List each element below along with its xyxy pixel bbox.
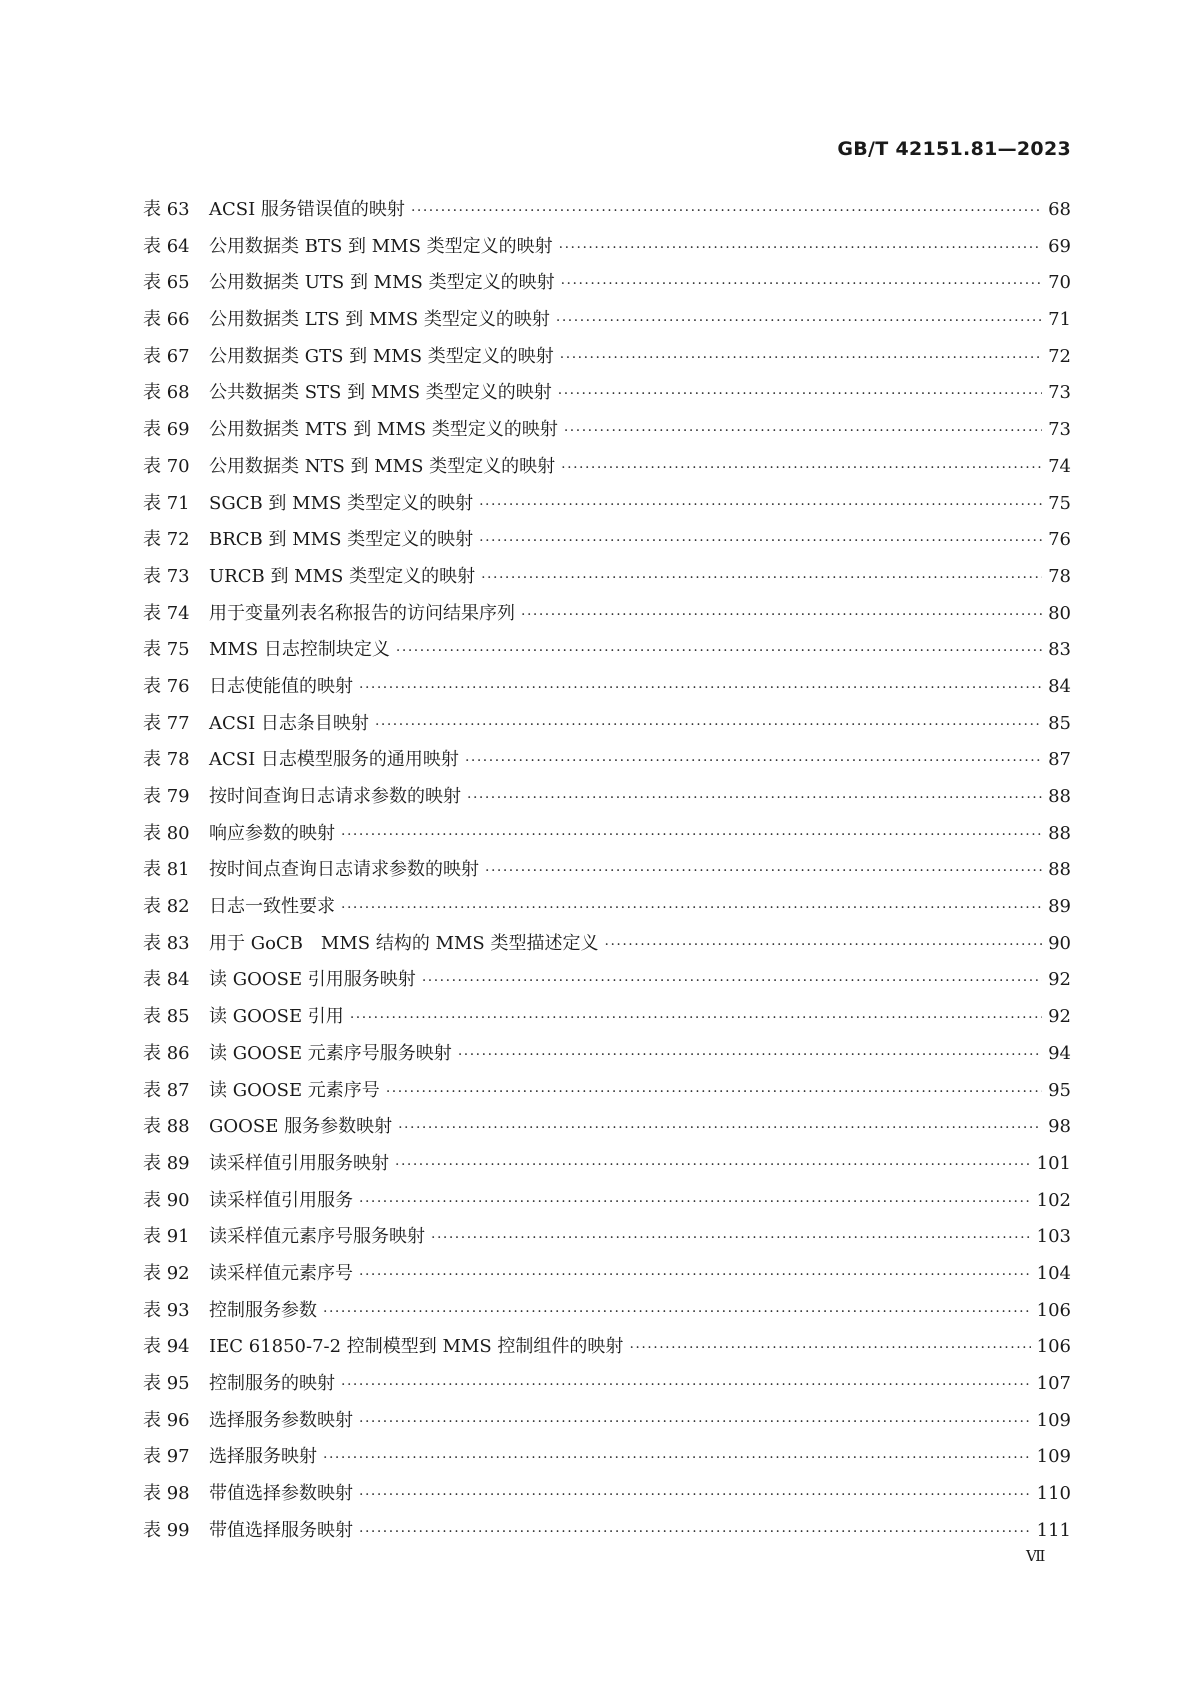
dot-leader: [629, 1330, 1030, 1367]
toc-table-label: 表 65: [143, 272, 190, 294]
dot-leader: [359, 670, 1042, 707]
toc-page-number: 72: [1048, 345, 1071, 367]
toc-table-title: 读采样值引用服务: [209, 1189, 353, 1211]
dot-leader: [559, 230, 1042, 267]
toc-page-number: 88: [1048, 822, 1071, 844]
dot-leader: [431, 1220, 1031, 1257]
toc-table-title: 公用数据类 LTS 到 MMS 类型定义的映射: [209, 309, 550, 331]
page-number: Ⅶ: [1026, 1547, 1046, 1565]
toc-table-label: 表 80: [143, 822, 190, 844]
toc-table-label: 表 70: [143, 455, 190, 477]
toc-page-number: 89: [1048, 896, 1071, 918]
toc-entry[interactable]: [143, 412, 1071, 449]
toc-entry[interactable]: [143, 999, 1071, 1036]
toc-page-number: 109: [1036, 1446, 1071, 1468]
toc-table-title: 读 GOOSE 元素序号: [209, 1079, 380, 1101]
toc-entry[interactable]: [143, 1183, 1071, 1220]
dot-leader: [458, 1037, 1042, 1074]
toc-page-number: 70: [1048, 272, 1071, 294]
toc-table-label: 表 81: [143, 859, 190, 881]
dot-leader: [467, 780, 1042, 817]
toc-table-label: 表 82: [143, 896, 190, 918]
toc-entry[interactable]: [143, 1256, 1071, 1293]
toc-table-label: 表 88: [143, 1116, 190, 1138]
toc-entry[interactable]: [143, 559, 1071, 596]
toc-entry[interactable]: [143, 375, 1071, 412]
dot-leader: [479, 523, 1042, 560]
toc-entry[interactable]: [143, 1439, 1071, 1476]
toc-page-number: 107: [1036, 1373, 1071, 1394]
toc-entry[interactable]: [143, 852, 1071, 889]
dot-leader: [605, 927, 1043, 964]
toc-table-title: 公用数据类 BTS 到 MMS 类型定义的映射: [209, 235, 553, 257]
toc-table-title: GOOSE 服务参数映射: [209, 1116, 393, 1138]
toc-entry[interactable]: [143, 1073, 1071, 1110]
document-id: GB/T 42151.81—2023: [837, 138, 1071, 160]
toc-entry[interactable]: [143, 339, 1071, 376]
toc-page-number: 87: [1048, 749, 1071, 771]
toc-entry[interactable]: [143, 1036, 1071, 1073]
toc-page-number: 106: [1036, 1336, 1071, 1358]
toc-table-title: IEC 61850-7-2 控制模型到 MMS 控制组件的映射: [209, 1336, 624, 1358]
toc-entry[interactable]: [143, 926, 1071, 963]
toc-page-number: 76: [1048, 529, 1071, 551]
toc-table-title: 选择服务映射: [209, 1446, 317, 1468]
toc-table-label: 表 93: [143, 1299, 190, 1321]
toc-table-label: 表 92: [143, 1262, 190, 1284]
toc-page-number: 92: [1048, 1006, 1071, 1028]
toc-table-title: 用于变量列表名称报告的访问结果序列: [209, 602, 515, 624]
toc-table-title: MMS 日志控制块定义: [209, 639, 390, 661]
dot-leader: [422, 963, 1042, 1000]
toc-table-title: ACSI 日志模型服务的通用映射: [209, 749, 459, 771]
dot-leader: [323, 1294, 1031, 1331]
dot-leader: [558, 376, 1042, 413]
toc-table-label: 表 99: [143, 1519, 190, 1541]
toc-entry[interactable]: [143, 779, 1071, 816]
toc-table-label: 表 87: [143, 1079, 190, 1101]
dot-leader: [359, 1257, 1031, 1294]
toc-entry[interactable]: [143, 1366, 1071, 1403]
toc-table-label: 表 83: [143, 932, 190, 954]
toc-page-number: 68: [1048, 199, 1071, 220]
dot-leader: [398, 1110, 1042, 1147]
toc-table-label: 表 64: [143, 235, 190, 257]
toc-page-number: 104: [1036, 1262, 1071, 1284]
dot-leader: [359, 1184, 1031, 1221]
toc-table-title: 日志使能值的映射: [209, 675, 353, 697]
dot-leader: [341, 817, 1042, 854]
dot-leader: [350, 1000, 1042, 1037]
toc-table-label: 表 79: [143, 786, 190, 807]
toc-page-number: 111: [1036, 1519, 1071, 1541]
dot-leader: [359, 1404, 1031, 1441]
toc-table-label: 表 68: [143, 382, 190, 404]
toc-table-label: 表 77: [143, 712, 190, 734]
toc-page-number: 74: [1048, 455, 1071, 477]
toc-page-number: 109: [1036, 1409, 1071, 1431]
toc-entry[interactable]: [143, 1329, 1071, 1366]
toc-table-title: 公共数据类 STS 到 MMS 类型定义的映射: [209, 382, 552, 404]
toc-page-number: 78: [1048, 565, 1071, 587]
toc-table-label: 表 89: [143, 1152, 190, 1174]
toc-table-label: 表 97: [143, 1446, 190, 1468]
toc-table-label: 表 96: [143, 1409, 190, 1431]
toc-table-title: ACSI 服务错误值的映射: [209, 199, 405, 220]
toc-table-title: 读采样值元素序号: [209, 1262, 353, 1284]
toc-table-label: 表 85: [143, 1006, 190, 1028]
toc-table-label: 表 63: [143, 199, 190, 220]
toc-table-label: 表 94: [143, 1336, 190, 1358]
toc-page-number: 84: [1048, 675, 1071, 697]
toc-page-number: 73: [1048, 419, 1071, 441]
toc-table-title: 用于 GoCB MMS 结构的 MMS 类型描述定义: [209, 932, 599, 954]
toc-page-number: 71: [1048, 309, 1071, 331]
toc-table-label: 表 67: [143, 345, 190, 367]
toc-table-title: 日志一致性要求: [209, 896, 335, 918]
dot-leader: [560, 340, 1042, 377]
toc-table-title: 读 GOOSE 引用: [209, 1006, 344, 1028]
toc-table-label: 表 86: [143, 1042, 190, 1064]
toc-entry[interactable]: [143, 1513, 1071, 1550]
toc-page-number: 85: [1048, 712, 1071, 734]
toc-page-number: 69: [1048, 235, 1071, 257]
toc-table-title: 按时间查询日志请求参数的映射: [209, 786, 461, 807]
toc-entry[interactable]: [143, 1293, 1071, 1330]
toc-table-label: 表 90: [143, 1189, 190, 1211]
toc-table-title: 带值选择参数映射: [209, 1483, 353, 1505]
toc-entry[interactable]: [143, 632, 1071, 669]
dot-leader: [359, 1514, 1031, 1551]
toc-table-label: 表 78: [143, 749, 190, 771]
dot-leader: [396, 633, 1042, 670]
toc-entry[interactable]: [143, 962, 1071, 999]
toc-table-title: BRCB 到 MMS 类型定义的映射: [209, 529, 474, 551]
toc-page-number: 92: [1048, 969, 1071, 991]
dot-leader: [341, 890, 1042, 927]
toc-entry[interactable]: [143, 229, 1071, 266]
toc-entry[interactable]: [143, 1476, 1071, 1513]
toc-table-title: 读采样值元素序号服务映射: [209, 1226, 425, 1248]
toc-table-label: 表 74: [143, 602, 190, 624]
toc-entry[interactable]: [143, 449, 1071, 486]
dot-leader: [479, 487, 1042, 524]
dot-leader: [564, 413, 1042, 450]
toc-table-title: 控制服务的映射: [209, 1373, 335, 1394]
dot-leader: [465, 743, 1042, 780]
dot-leader: [386, 1074, 1042, 1111]
toc-page-number: 95: [1048, 1079, 1071, 1101]
toc-entry[interactable]: [143, 742, 1071, 779]
toc-page-number: 88: [1048, 786, 1071, 807]
toc-entry[interactable]: [143, 522, 1071, 559]
toc-page-number: 75: [1048, 492, 1071, 514]
toc-table-label: 表 91: [143, 1226, 190, 1248]
toc-page-number: 80: [1048, 602, 1071, 624]
toc-entry[interactable]: [143, 706, 1071, 743]
dot-leader: [481, 560, 1042, 597]
dot-leader: [556, 303, 1042, 340]
toc-entry[interactable]: [143, 1219, 1071, 1256]
toc-table-label: 表 75: [143, 639, 190, 661]
dot-leader: [341, 1367, 1031, 1404]
toc-table-title: 选择服务参数映射: [209, 1409, 353, 1431]
toc-table-title: 读 GOOSE 引用服务映射: [209, 969, 416, 991]
dot-leader: [323, 1440, 1031, 1477]
toc-entry[interactable]: [143, 1403, 1071, 1440]
toc-page-number: 90: [1048, 932, 1071, 954]
dot-leader: [359, 1477, 1031, 1514]
toc-page-number: 73: [1048, 382, 1071, 404]
toc-entry[interactable]: [143, 669, 1071, 706]
table-list: [143, 192, 1071, 1549]
toc-table-title: 公用数据类 MTS 到 MMS 类型定义的映射: [209, 419, 558, 441]
dot-leader: [411, 193, 1042, 230]
dot-leader: [521, 597, 1042, 634]
toc-table-title: SGCB 到 MMS 类型定义的映射: [209, 492, 474, 514]
toc-page-number: 94: [1048, 1042, 1071, 1064]
toc-table-title: URCB 到 MMS 类型定义的映射: [209, 565, 476, 587]
toc-page-number: 101: [1036, 1152, 1071, 1174]
toc-table-title: 公用数据类 NTS 到 MMS 类型定义的映射: [209, 455, 556, 477]
dot-leader: [561, 450, 1042, 487]
toc-table-title: 按时间点查询日志请求参数的映射: [209, 859, 479, 881]
toc-page-number: 83: [1048, 639, 1071, 661]
toc-table-label: 表 72: [143, 529, 190, 551]
toc-entry[interactable]: [143, 816, 1071, 853]
toc-page-number: 102: [1036, 1189, 1071, 1211]
toc-table-label: 表 95: [143, 1373, 190, 1394]
toc-table-title: 读采样值引用服务映射: [209, 1152, 389, 1174]
toc-table-label: 表 71: [143, 492, 190, 514]
toc-table-label: 表 73: [143, 565, 190, 587]
toc-entry[interactable]: [143, 889, 1071, 926]
toc-page-number: 98: [1048, 1116, 1071, 1138]
toc-table-label: 表 98: [143, 1483, 190, 1505]
toc-table-label: 表 84: [143, 969, 190, 991]
toc-table-title: 控制服务参数: [209, 1299, 317, 1321]
toc-page-number: 88: [1048, 859, 1071, 881]
toc-table-label: 表 66: [143, 309, 190, 331]
toc-entry[interactable]: [143, 1109, 1071, 1146]
toc-table-title: 响应参数的映射: [209, 822, 335, 844]
dot-leader: [375, 707, 1042, 744]
dot-leader: [561, 266, 1043, 303]
toc-table-label: 表 69: [143, 419, 190, 441]
toc-entry[interactable]: [143, 192, 1071, 229]
toc-entry[interactable]: [143, 265, 1071, 302]
dot-leader: [395, 1147, 1031, 1184]
toc-page-number: 110: [1036, 1483, 1071, 1505]
toc-table-title: 读 GOOSE 元素序号服务映射: [209, 1042, 452, 1064]
toc-entry[interactable]: [143, 1146, 1071, 1183]
toc-entry[interactable]: [143, 486, 1071, 523]
toc-table-title: 公用数据类 GTS 到 MMS 类型定义的映射: [209, 345, 554, 367]
toc-entry[interactable]: [143, 302, 1071, 339]
toc-page-number: 103: [1036, 1226, 1071, 1248]
toc-table-title: ACSI 日志条目映射: [209, 712, 369, 734]
toc-table-title: 带值选择服务映射: [209, 1519, 353, 1541]
dot-leader: [485, 853, 1042, 890]
toc-table-title: 公用数据类 UTS 到 MMS 类型定义的映射: [209, 272, 555, 294]
toc-entry[interactable]: [143, 596, 1071, 633]
toc-table-label: 表 76: [143, 675, 190, 697]
toc-page-number: 106: [1036, 1299, 1071, 1321]
